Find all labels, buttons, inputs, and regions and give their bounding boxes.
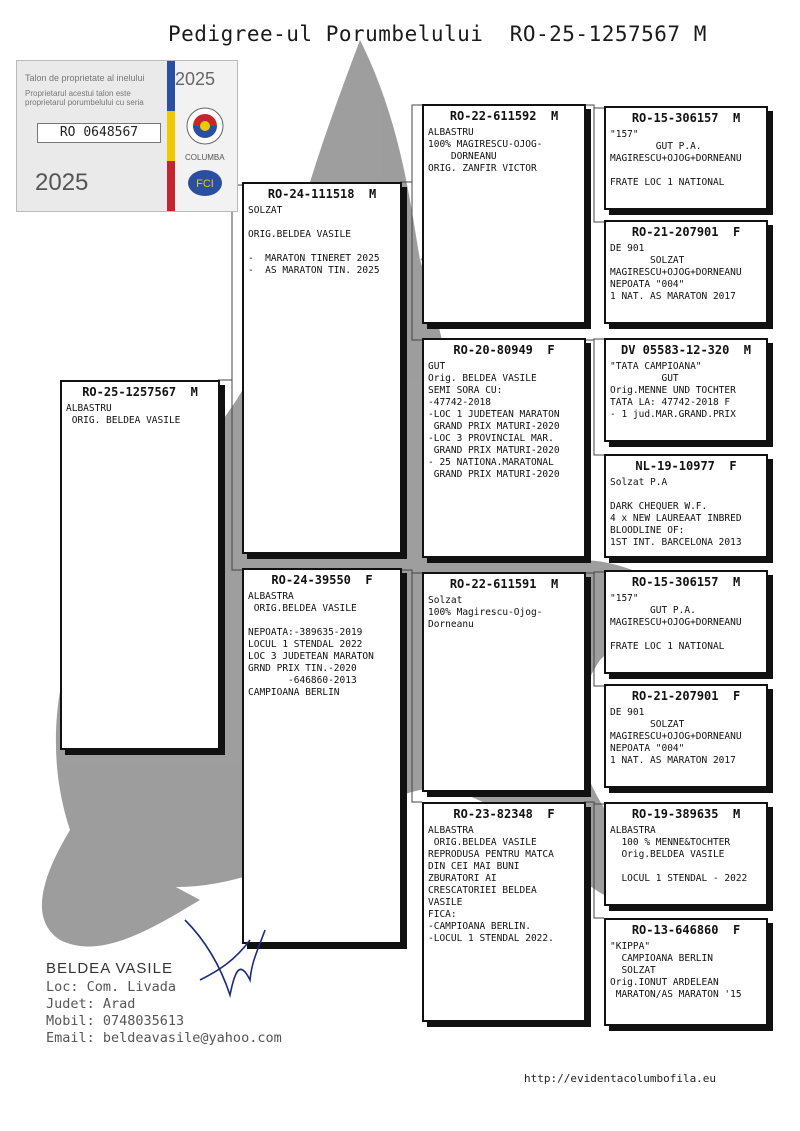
detail-line: DE 901 (610, 243, 645, 254)
ring-ownership-stamp (16, 60, 238, 212)
detail-line: -LOCUL 1 STENDAL 2022. (428, 933, 554, 944)
detail-line (610, 489, 762, 501)
detail-line: ALBASTRA (610, 825, 656, 836)
ggp-ring-id: RO-13-646860 F (631, 923, 741, 937)
detail-line: GUT P.A. (610, 141, 702, 152)
dam-sire-ring-id: RO-22-611591 M (449, 577, 559, 591)
detail-line: CAMPIOANA BERLIN (610, 953, 713, 964)
detail-line: NEPOATA:-389635-2019 (248, 627, 363, 638)
detail-line: "TATA CAMPIOANA" (610, 361, 702, 372)
detail-line: GUT (610, 373, 679, 384)
stamp-org-label: COLUMBA (185, 153, 225, 162)
sire-dam-details (424, 359, 584, 483)
detail-line: TATA LA: 47742-2018 F (610, 397, 731, 408)
detail-line: Orig.BELDEA VASILE (610, 849, 725, 860)
detail-line: Orig.MENNE UND TOCHTER (610, 385, 736, 396)
detail-line (610, 165, 762, 177)
detail-line: GRAND PRIX MATURI-2020 (428, 421, 560, 432)
detail-line: REPRODUSA PENTRU MATCA (428, 849, 554, 860)
dam-sire-details (424, 593, 584, 633)
detail-line: -LOC 1 JUDETEAN MARATON (428, 409, 560, 420)
columba-logo-icon (185, 101, 225, 151)
detail-line: GUT (428, 361, 446, 372)
detail-line: 1ST INT. BARCELONA 2013 (610, 537, 742, 548)
detail-line: -CAMPIOANA BERLIN. (428, 921, 531, 932)
sire-dam-ring-id: RO-20-80949 F (453, 343, 555, 357)
ggp-box-1 (604, 106, 768, 210)
detail-line (610, 629, 762, 641)
ggp-ring-id: RO-19-389635 M (631, 807, 741, 821)
detail-line: 1 NAT. AS MARATON 2017 (610, 755, 736, 766)
sire-ring-id: RO-24-111518 M (267, 187, 377, 201)
sire-box (242, 182, 402, 554)
detail-line: FICA: (428, 909, 457, 920)
detail-line (610, 861, 762, 873)
detail-line: - 1 jud.MAR.GRAND.PRIX (610, 409, 736, 420)
detail-line: SEMI SORA CU: (428, 385, 503, 396)
stamp-year-big: 2025 (35, 169, 89, 196)
sire-sire-ring-id: RO-22-611592 M (449, 109, 559, 123)
detail-line: 100% MAGIRESCU-OJOG- (428, 139, 543, 150)
ggp-box-8 (604, 918, 768, 1026)
detail-line: ALBASTRU (428, 127, 474, 138)
detail-line: CRESCATORIEI BELDEA (428, 885, 537, 896)
detail-line: 1 NAT. AS MARATON 2017 (610, 291, 736, 302)
ggp-details (606, 705, 766, 769)
detail-line: ALBASTRU (66, 403, 112, 414)
svg-text:FCI: FCI (196, 178, 214, 190)
ggp-box-7 (604, 802, 768, 906)
fci-logo-icon (187, 169, 223, 197)
detail-line: GUT P.A. (610, 605, 696, 616)
detail-line: MAGIRESCU+OJOG+DORNEANU (610, 617, 742, 628)
ggp-details (606, 939, 766, 1003)
detail-line: DIN CEI MAI BUNI (428, 861, 520, 872)
subject-pigeon-box (60, 380, 220, 750)
ggp-details (606, 591, 766, 655)
ggp-ring-id: RO-15-306157 M (631, 575, 741, 589)
detail-line (248, 241, 396, 253)
subject-ring-id: RO-25-1257567 M (82, 385, 198, 399)
detail-line: GRAND PRIX MATURI-2020 (428, 445, 560, 456)
detail-line: ORIG.BELDEA VASILE (248, 603, 357, 614)
ggp-details (606, 475, 766, 551)
ggp-box-6 (604, 684, 768, 788)
detail-line: - MARATON TINERET 2025 (248, 253, 380, 264)
stamp-note: Proprietarul acestui talon este proprietarul porumbelului cu seria (25, 89, 144, 107)
detail-line: Solzat P.A (610, 477, 668, 488)
detail-line: GRND PRIX TIN.-2020 (248, 663, 357, 674)
sire-dam-box (422, 338, 586, 558)
stamp-year-small: 2025 (175, 69, 216, 89)
detail-line: BLOODLINE OF: (610, 525, 685, 536)
detail-line: ORIG. BELDEA VASILE (66, 415, 181, 426)
detail-line: VASILE (428, 897, 463, 908)
owner-county: Judet: Arad (46, 996, 136, 1012)
ggp-details (606, 823, 766, 887)
detail-line: 4 x NEW LAUREAAT INBRED (610, 513, 742, 524)
ggp-ring-id: RO-15-306157 M (631, 111, 741, 125)
detail-line: -47742-2018 (428, 397, 491, 408)
detail-line: ORIG.BELDEA VASILE (248, 229, 351, 240)
detail-line: Orig.IONUT ARDELEAN (610, 977, 719, 988)
detail-line: SOLZAT (610, 255, 685, 266)
detail-line: ALBASTRA (248, 591, 294, 602)
detail-line: FRATE LOC 1 NATIONAL (610, 177, 725, 188)
detail-line (248, 615, 396, 627)
sire-details (244, 203, 400, 279)
ggp-details (606, 127, 766, 191)
detail-line: SOLZAT (610, 719, 685, 730)
owner-phone: Mobil: 0748035613 (46, 1013, 185, 1029)
sire-sire-box (422, 104, 586, 324)
detail-line: SOLZAT (248, 205, 283, 216)
ggp-details (606, 241, 766, 305)
detail-line: -LOC 3 PROVINCIAL MAR. (428, 433, 554, 444)
owner-email[interactable]: Email: beldeavasile@yahoo.com (46, 1030, 282, 1046)
ggp-ring-id: DV 05583-12-320 M (620, 343, 752, 357)
romanian-flag-icon (167, 61, 175, 211)
dam-sire-box (422, 572, 586, 792)
dam-dam-ring-id: RO-23-82348 F (453, 807, 555, 821)
dam-dam-details (424, 823, 584, 947)
ggp-box-5 (604, 570, 768, 674)
stamp-ring-number: RO 0648567 (37, 123, 161, 143)
detail-line: DORNEANU (428, 151, 497, 162)
detail-line: - AS MARATON TIN. 2025 (248, 265, 380, 276)
detail-line: SOLZAT (610, 965, 656, 976)
detail-line: ORIG.BELDEA VASILE (428, 837, 537, 848)
ggp-ring-id: RO-21-207901 F (631, 225, 741, 239)
subject-details (62, 401, 218, 429)
sire-sire-details (424, 125, 584, 177)
signature-icon (180, 900, 270, 1010)
detail-line: CAMPIOANA BERLIN (248, 687, 340, 698)
detail-line (248, 217, 396, 229)
dam-ring-id: RO-24-39550 F (271, 573, 373, 587)
dam-details (244, 589, 400, 701)
detail-line: - 25 NATIONA.MARATONAL (428, 457, 554, 468)
detail-line: "157" (610, 129, 639, 140)
dam-box (242, 568, 402, 944)
detail-line: LOCUL 1 STENDAL 2022 (248, 639, 363, 650)
detail-line: 100% Magirescu-Ojog- (428, 607, 543, 618)
detail-line: "157" (610, 593, 639, 604)
detail-line: "KIPPA" (610, 941, 651, 952)
detail-line: MAGIRESCU+OJOG+DORNEANU (610, 267, 742, 278)
detail-line: Orig. BELDEA VASILE (428, 373, 537, 384)
detail-line: GRAND PRIX MATURI-2020 (428, 469, 560, 480)
detail-line: MAGIRESCU+OJOG+DORNEANU (610, 153, 742, 164)
detail-line: MARATON/AS MARATON '15 (610, 989, 742, 1000)
detail-line: DARK CHEQUER W.F. (610, 501, 708, 512)
ggp-box-3 (604, 338, 768, 442)
ggp-ring-id: NL-19-10977 F (635, 459, 737, 473)
dam-dam-box (422, 802, 586, 1022)
detail-line: NEPOATA "004" (610, 279, 685, 290)
owner-name: BELDEA VASILE (46, 960, 173, 977)
detail-line: Dorneanu (428, 619, 474, 630)
detail-line: Solzat (428, 595, 463, 606)
detail-line: ORIG. ZANFIR VICTOR (428, 163, 537, 174)
detail-line: -646860-2013 (248, 675, 357, 686)
website-link[interactable]: http://evidentacolumbofila.eu (524, 1072, 717, 1085)
detail-line: LOCUL 1 STENDAL - 2022 (610, 873, 748, 884)
detail-line: FRATE LOC 1 NATIONAL (610, 641, 725, 652)
detail-line: MAGIRESCU+OJOG+DORNEANU (610, 731, 742, 742)
ggp-box-4 (604, 454, 768, 558)
ggp-ring-id: RO-21-207901 F (631, 689, 741, 703)
detail-line: DE 901 (610, 707, 645, 718)
detail-line: 100 % MENNE&TOCHTER (610, 837, 731, 848)
page-title: Pedigree-ul Porumbelului RO-25-1257567 M (168, 22, 707, 46)
detail-line: ZBURATORI AI (428, 873, 497, 884)
owner-locality: Loc: Com. Livada (46, 979, 177, 995)
ggp-box-2 (604, 220, 768, 324)
ggp-details (606, 359, 766, 423)
stamp-heading: Talon de proprietate al inelului (25, 73, 145, 83)
detail-line: ALBASTRA (428, 825, 474, 836)
detail-line: NEPOATA "004" (610, 743, 685, 754)
detail-line: LOC 3 JUDETEAN MARATON (248, 651, 374, 662)
